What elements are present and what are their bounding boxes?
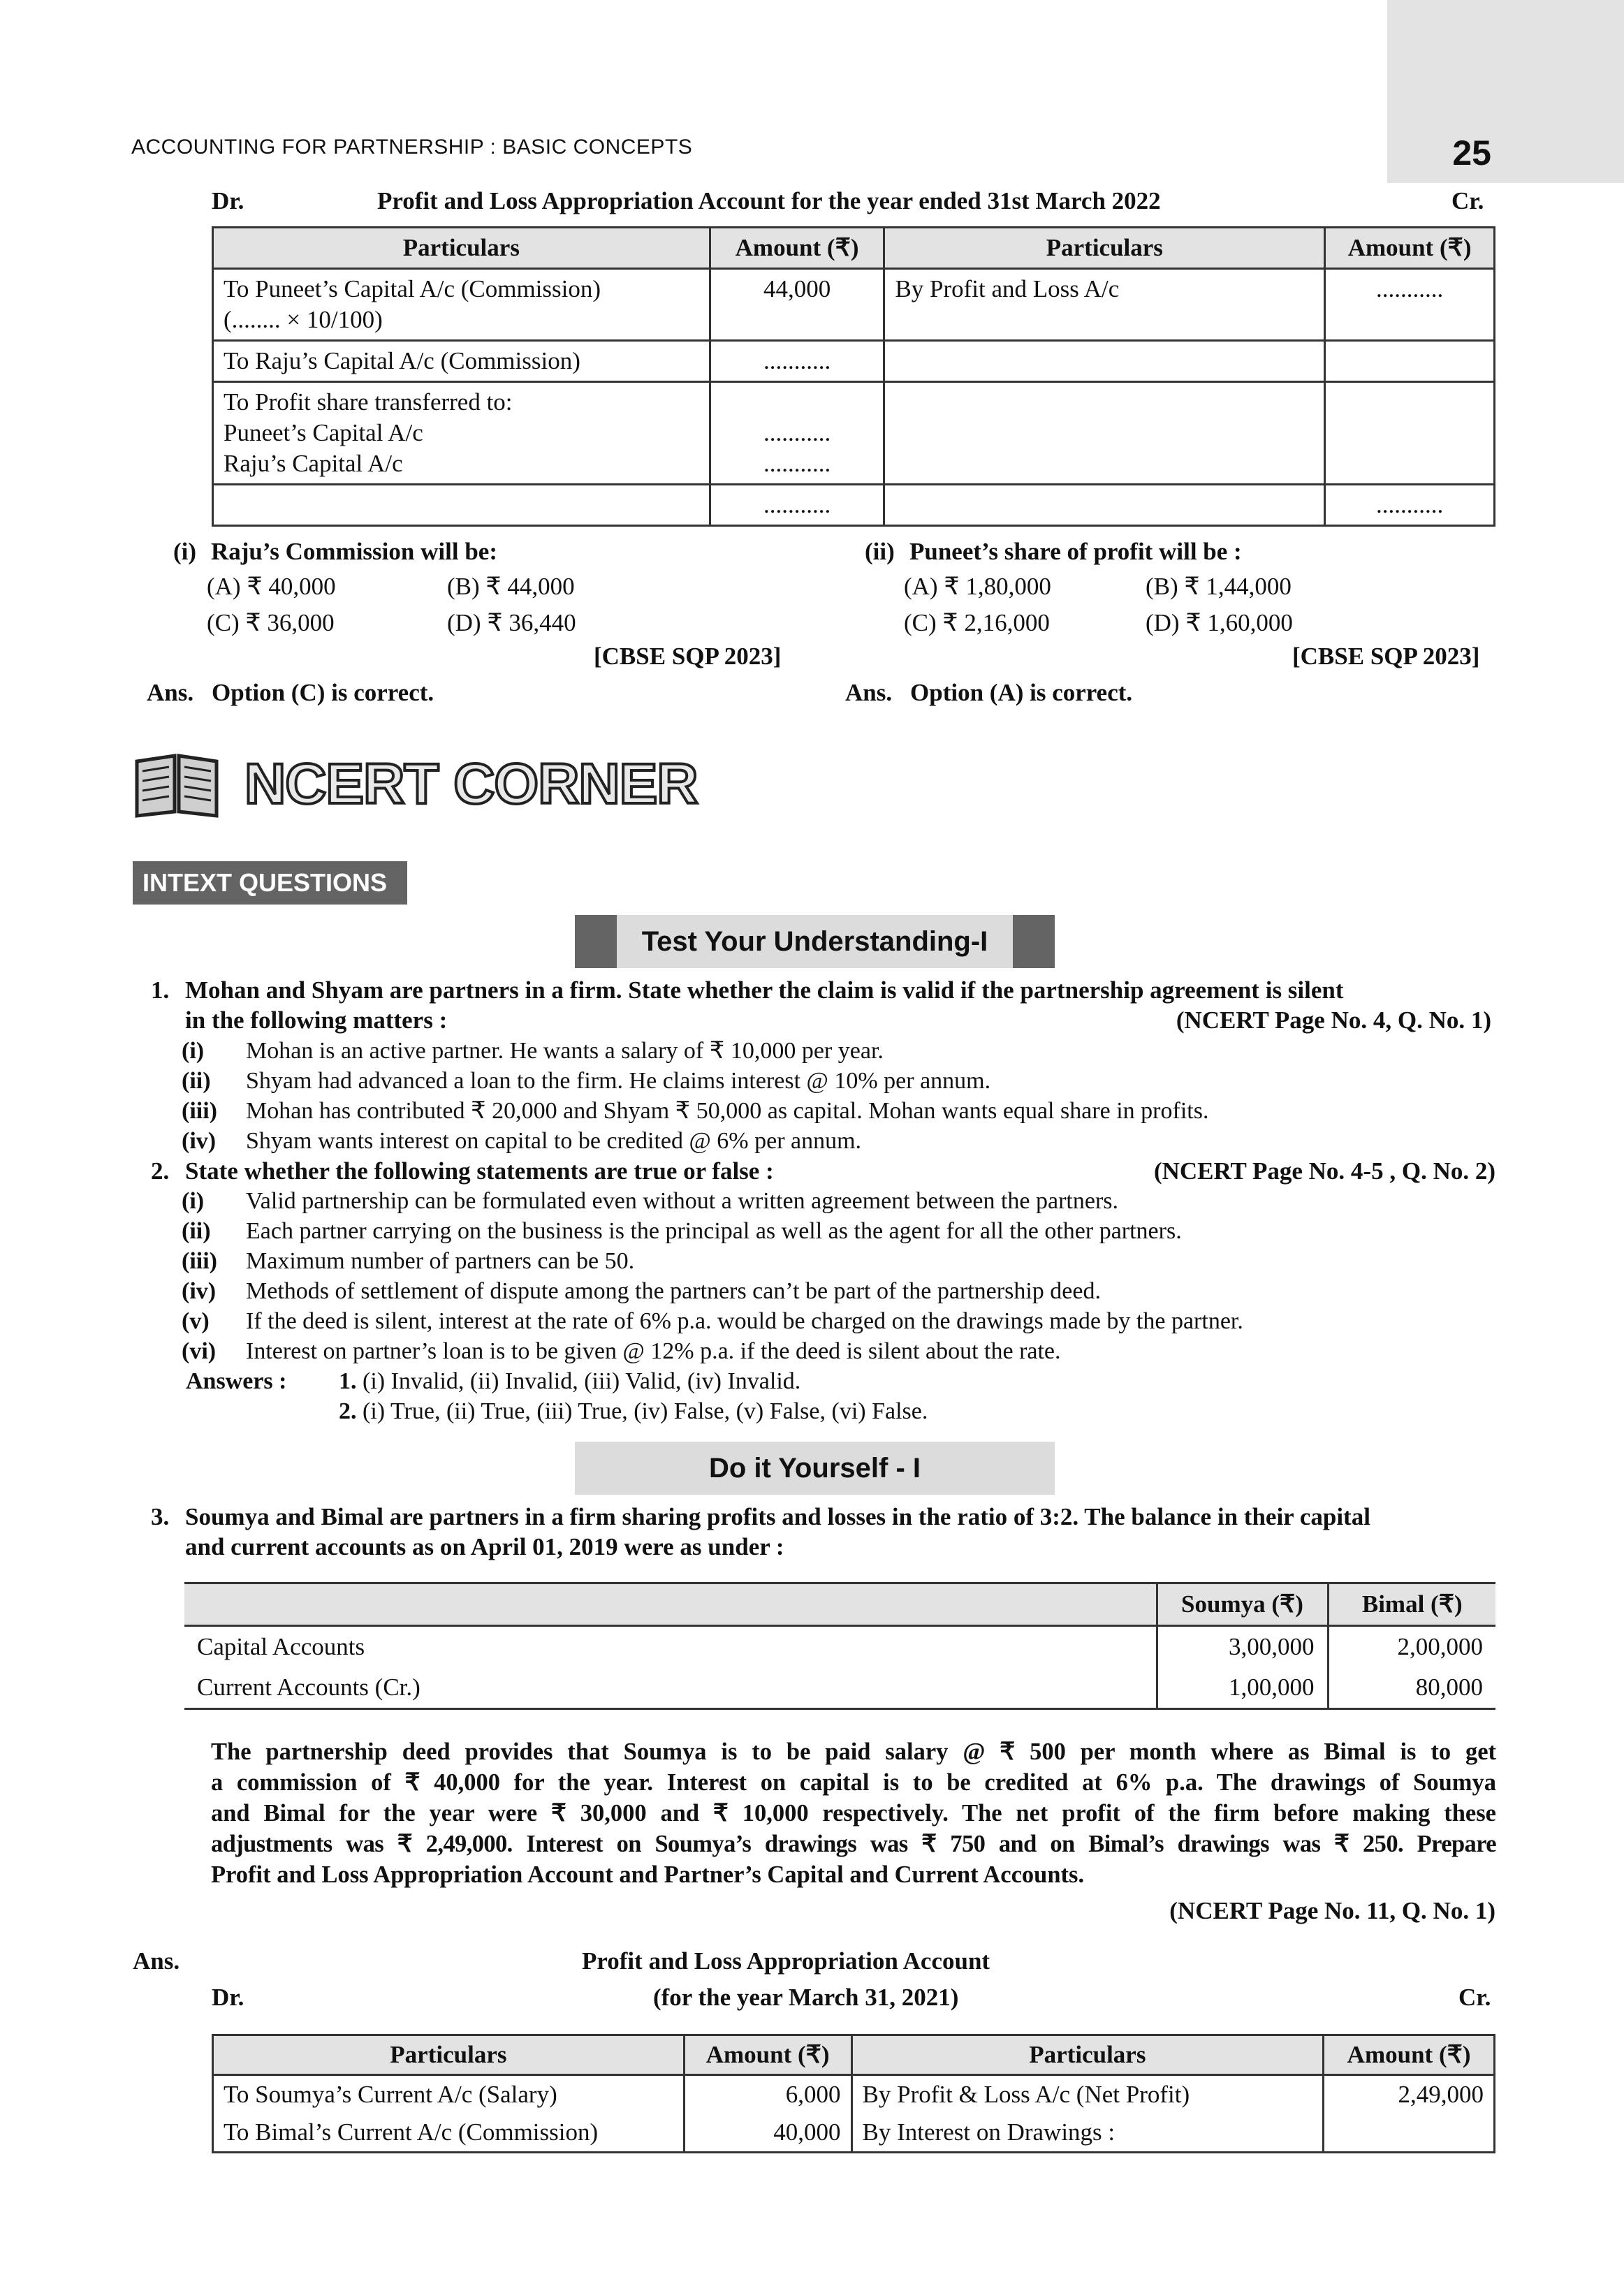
amount-cell: ........... — [1325, 269, 1495, 341]
dr-label: Dr. — [212, 1984, 244, 2011]
header-cell: Particulars — [851, 2035, 1324, 2075]
question-text: Mohan and Shyam are partners in a firm. State whether the claim is valid if the partnership agreement is silent — [185, 976, 1344, 1004]
mcq-2-option-d: (D) ₹ 1,60,000 — [1146, 609, 1293, 636]
list-item: (iv) Methods of settlement of dispute among the partners can’t be part of the partnership deed. — [182, 1278, 1101, 1304]
mcq-1-option-b: (B) ₹ 44,000 — [447, 573, 575, 600]
header-cell: Particulars — [213, 2035, 685, 2075]
table-row — [213, 2114, 1495, 2153]
page-number: 25 — [1452, 133, 1491, 173]
header-cell: Particulars — [213, 228, 710, 269]
header-cell: Bimal (₹) — [1361, 1590, 1463, 1618]
row-label: Puneet’s Capital A/c — [224, 419, 423, 446]
account-title: Profit and Loss Appropriation Account — [582, 1947, 990, 1975]
banner-right-block — [1013, 915, 1055, 968]
question-number: 2. — [151, 1157, 170, 1185]
row-label: Current Accounts (Cr.) — [197, 1674, 420, 1701]
row-label: By Profit and Loss A/c — [884, 269, 1325, 341]
ncert-corner-title: NCERT CORNER — [244, 752, 698, 816]
header-cell: Soumya (₹) — [1157, 1583, 1328, 1626]
mcq-2-question: Puneet’s share of profit will be : — [909, 538, 1242, 565]
amount-cell: 3,00,000 — [1157, 1626, 1328, 1668]
row-label: Capital Accounts — [197, 1633, 365, 1660]
answer-1: 1. (i) Invalid, (ii) Invalid, (iii) Valid, (iv) Invalid. — [339, 1368, 801, 1394]
header-cell: Amount (₹) — [1325, 228, 1495, 269]
list-item: (ii) Shyam had advanced a loan to the firm. He claims interest @ 10% per annum. — [182, 1068, 991, 1094]
mcq-2-source: [CBSE SQP 2023] — [1292, 643, 1480, 670]
answer-2: 2. (i) True, (ii) True, (iii) True, (iv) False, (v) False, (vi) False. — [339, 1398, 928, 1424]
table-total-row — [213, 485, 1495, 526]
list-item: (i) Valid partnership can be formulated even without a written agreement between the partners. — [182, 1188, 1119, 1214]
mcq-2-ans-label: Ans. — [845, 679, 893, 706]
question-2-items — [182, 1186, 1509, 1366]
list-item: (v) If the deed is silent, interest at the rate of 6% p.a. would be charged on the drawings made by the partner. — [182, 1308, 1243, 1334]
row-label: By Profit & Loss A/c (Net Profit) — [851, 2075, 1324, 2114]
running-title: ACCOUNTING FOR PARTNERSHIP : BASIC CONCEPTS — [131, 136, 693, 159]
answers-label: Answers : — [186, 1368, 287, 1394]
list-item: (iii) Mohan has contributed ₹ 20,000 and Shyam ₹ 50,000 as capital. Mohan wants equal share in profits. — [182, 1098, 1209, 1124]
cr-label: Cr. — [1451, 187, 1484, 214]
mcq-1-option-c: (C) ₹ 36,000 — [207, 609, 335, 636]
amount-cell: 80,000 — [1415, 1674, 1483, 1701]
balances-table — [184, 1582, 1495, 1710]
dr-label: Dr. — [212, 187, 244, 214]
banner-title: Do it Yourself - I — [709, 1453, 921, 1484]
appropriation-table — [212, 226, 1495, 527]
mcq-1-question: Raju’s Commission will be: — [211, 538, 497, 565]
question-number: 3. — [151, 1503, 170, 1530]
question-1-items — [182, 1036, 1509, 1156]
header-cell: Amount (₹) — [1324, 2035, 1495, 2075]
table-row — [184, 1626, 1495, 1668]
table-row — [184, 1667, 1495, 1709]
row-label: To Puneet’s Capital A/c (Commission) — [224, 275, 601, 302]
row-label: Raju’s Capital A/c — [224, 450, 403, 477]
row-label-formula: (........ × 10/100) — [224, 306, 383, 333]
table-row — [213, 269, 1495, 341]
cr-label: Cr. — [1458, 1984, 1491, 2011]
amount-cell — [1324, 2114, 1495, 2153]
account-subtitle: (for the year March 31, 2021) — [653, 1984, 959, 2011]
section-banner — [575, 1442, 1055, 1495]
row-label: To Soumya’s Current A/c (Salary) — [213, 2075, 685, 2114]
section-banner — [575, 915, 1055, 968]
row-label: To Profit share transferred to: — [224, 388, 513, 416]
amount-cell: ........... — [763, 450, 831, 477]
row-label: To Bimal’s Current A/c (Commission) — [213, 2114, 685, 2153]
question-reference: (NCERT Page No. 4, Q. No. 1) — [1176, 1006, 1491, 1034]
row-label: By Interest on Drawings : — [851, 2114, 1324, 2153]
mcq-1-option-d: (D) ₹ 36,440 — [447, 609, 576, 636]
question-text: Soumya and Bimal are partners in a firm sharing profits and losses in the ratio of 3:2. The balance in their capital — [185, 1503, 1370, 1530]
amount-cell: 44,000 — [710, 269, 884, 341]
amount-cell: ........... — [710, 485, 884, 526]
question-paragraph: The partnership deed provides that Soumya is to be paid salary @ ₹ 500 per month where as Bimal is to get a commission of ₹ 40,000 for the year. Interest on capital is to be credited at 6% p.a. The drawings of Soumya and Bimal for the year were ₹ 30,000 and ₹ 10,000 respectively. The net profit of the firm before making these adjustments was ₹ 2,49,000. Interest on Soumya’s drawings was ₹ 750 and on Bimal’s drawings was ₹ 250. Prepare Profit and Loss Appropriation Account and Partner’s Capital and Current Accounts. — [211, 1738, 1496, 1888]
table-row — [213, 341, 1495, 382]
mcq-1-answer: Option (C) is correct. — [212, 679, 434, 706]
mcq-2-label: (ii) — [865, 538, 895, 565]
amount-cell: 6,000 — [684, 2075, 851, 2114]
table-row — [213, 2075, 1495, 2114]
table-header-row — [184, 1583, 1495, 1626]
list-item: (iv) Shyam wants interest on capital to be credited @ 6% per annum. — [182, 1128, 862, 1154]
table-header-row — [213, 228, 1495, 269]
mcq-2-option-a: (A) ₹ 1,80,000 — [904, 573, 1051, 600]
question-text: State whether the following statements are true or false : — [185, 1157, 774, 1185]
list-item: (vi) Interest on partner’s loan is to be given @ 12% p.a. if the deed is silent about the rate. — [182, 1338, 1061, 1364]
mcq-1-option-a: (A) ₹ 40,000 — [207, 573, 336, 600]
question-reference: (NCERT Page No. 4-5 , Q. No. 2) — [1153, 1157, 1495, 1185]
list-item: (i) Mohan is an active partner. He wants a salary of ₹ 10,000 per year. — [182, 1038, 884, 1064]
ans-label: Ans. — [133, 1947, 180, 1975]
answer-appropriation-table — [212, 2034, 1495, 2153]
mcq-1-label: (i) — [173, 538, 197, 565]
mcq-2-option-b: (B) ₹ 1,44,000 — [1146, 573, 1292, 600]
amount-cell: 40,000 — [684, 2114, 851, 2153]
account-title: Profit and Loss Appropriation Account for the year ended 31st March 2022 — [377, 187, 1161, 214]
page-tab-background — [1387, 0, 1624, 183]
amount-cell: ........... — [763, 419, 831, 446]
amount-cell: ........... — [1325, 485, 1495, 526]
book-icon — [131, 752, 222, 819]
amount-cell: ........... — [710, 341, 884, 382]
amount-cell: 2,49,000 — [1324, 2075, 1495, 2114]
header-cell: Amount (₹) — [710, 228, 884, 269]
table-header-row — [213, 2035, 1495, 2075]
mcq-1-source: [CBSE SQP 2023] — [594, 643, 782, 670]
list-item: (iii) Maximum number of partners can be 50. — [182, 1248, 635, 1274]
banner-title: Test Your Understanding-I — [641, 926, 988, 957]
amount-cell: 1,00,000 — [1157, 1667, 1328, 1709]
mcq-2-answer: Option (A) is correct. — [910, 679, 1133, 706]
question-text: in the following matters : — [185, 1006, 448, 1034]
amount-cell: 2,00,000 — [1397, 1633, 1483, 1660]
question-reference: (NCERT Page No. 11, Q. No. 1) — [1169, 1897, 1495, 1924]
question-number: 1. — [151, 976, 170, 1004]
mcq-2-option-c: (C) ₹ 2,16,000 — [904, 609, 1050, 636]
list-item: (ii) Each partner carrying on the business is the principal as well as the agent for all the other partners. — [182, 1218, 1182, 1244]
mcq-1-ans-label: Ans. — [147, 679, 194, 706]
table-row — [213, 382, 1495, 485]
header-cell: Particulars — [884, 228, 1325, 269]
banner-left-block — [575, 915, 617, 968]
intext-questions-label: INTEXT QUESTIONS — [133, 861, 407, 905]
question-text: and current accounts as on April 01, 2019 were as under : — [185, 1533, 784, 1560]
header-cell: Amount (₹) — [684, 2035, 851, 2075]
row-label: To Raju’s Capital A/c (Commission) — [213, 341, 710, 382]
